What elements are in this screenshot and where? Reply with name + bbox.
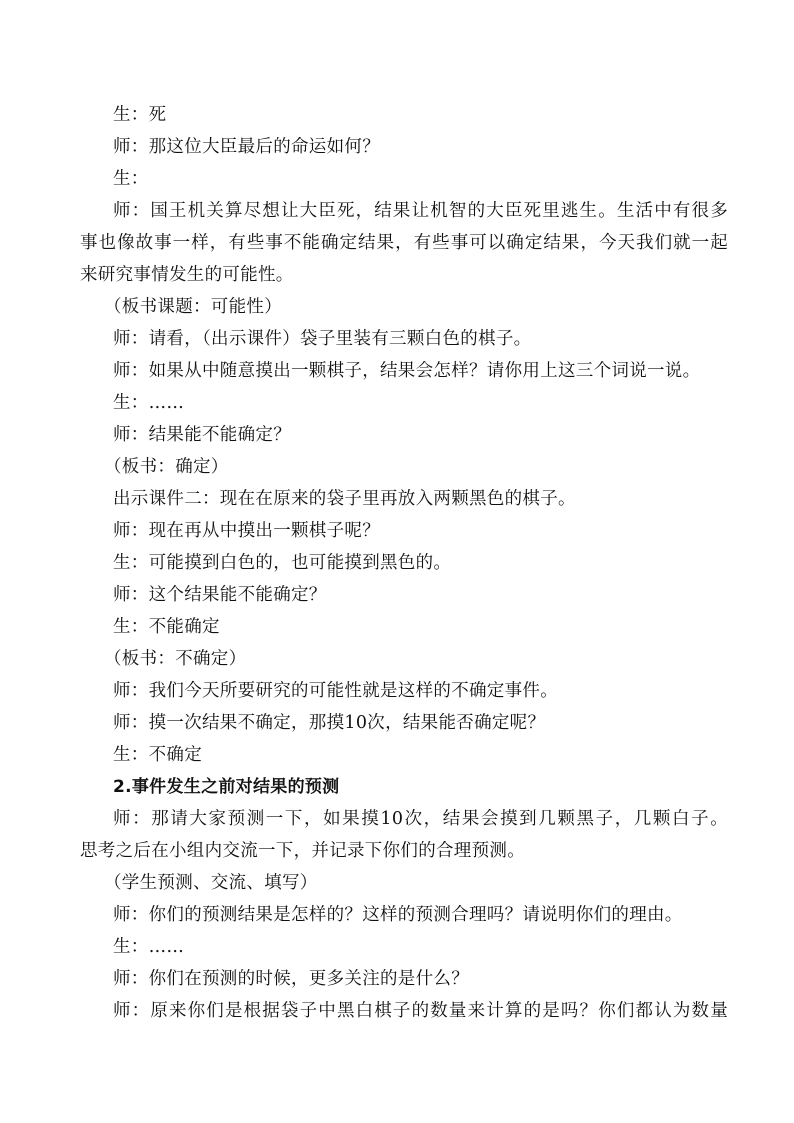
section-heading: 2.事件发生之前对结果的预测 <box>113 777 340 797</box>
text-line: 师：国王机关算尽想让大臣死，结果让机智的大臣死里逃生。生活中有很多 <box>113 201 728 221</box>
text-line: 师：你们的预测结果是怎样的？这样的预测合理吗？请说明你们的理由。 <box>113 905 683 925</box>
text-line: （板书：不确定） <box>104 649 247 669</box>
text-line: 生：不确定 <box>113 745 202 765</box>
text-line: （板书：确定） <box>104 457 229 477</box>
text-line: 师：摸一次结果不确定，那摸10次，结果能否确定呢？ <box>113 713 546 733</box>
text-line: 师：如果从中随意摸出一颗棋子，结果会怎样？请你用上这三个词说一说。 <box>113 361 701 381</box>
text-line: 事也像故事一样，有些事不能确定结果，有些事可以确定结果，今天我们就一起 <box>80 233 728 253</box>
text-line: 师：现在再从中摸出一颗棋子呢？ <box>113 521 380 541</box>
text-line: （板书课题：可能性） <box>104 297 282 317</box>
text-line: 出示课件二：现在在原来的袋子里再放入两颗黑色的棋子。 <box>113 489 576 509</box>
text-line: 师：结果能不能确定？ <box>113 425 291 445</box>
text-line: 师：那这位大臣最后的命运如何？ <box>113 137 380 157</box>
text-line: 师：我们今天所要研究的可能性就是这样的不确定事件。 <box>113 681 558 701</box>
text-line: 师：请看，（出示课件）袋子里装有三颗白色的棋子。 <box>113 329 532 349</box>
text-line: 生：死 <box>113 105 167 125</box>
text-line: 生：不能确定 <box>113 617 220 637</box>
text-line: 生：可能摸到白色的，也可能摸到黑色的。 <box>113 553 452 573</box>
text-line: 师：原来你们是根据袋子中黑白棋子的数量来计算的是吗？你们都认为数量 <box>113 1001 728 1021</box>
text-line: 思考之后在小组内交流一下，并记录下你们的合理预测。 <box>80 841 525 861</box>
text-line: 师：那请大家预测一下，如果摸10次，结果会摸到几颗黑子，几颗白子。 <box>113 809 728 829</box>
text-line: 生：…… <box>113 393 185 413</box>
text-line: 生： <box>113 169 149 189</box>
text-line: 师：你们在预测的时候，更多关注的是什么？ <box>113 969 469 989</box>
text-line: （学生预测、交流、填写） <box>104 873 318 893</box>
text-line: 生：…… <box>113 937 185 957</box>
text-line: 师：这个结果能不能确定？ <box>113 585 327 605</box>
text-line: 来研究事情发生的可能性。 <box>80 265 294 285</box>
